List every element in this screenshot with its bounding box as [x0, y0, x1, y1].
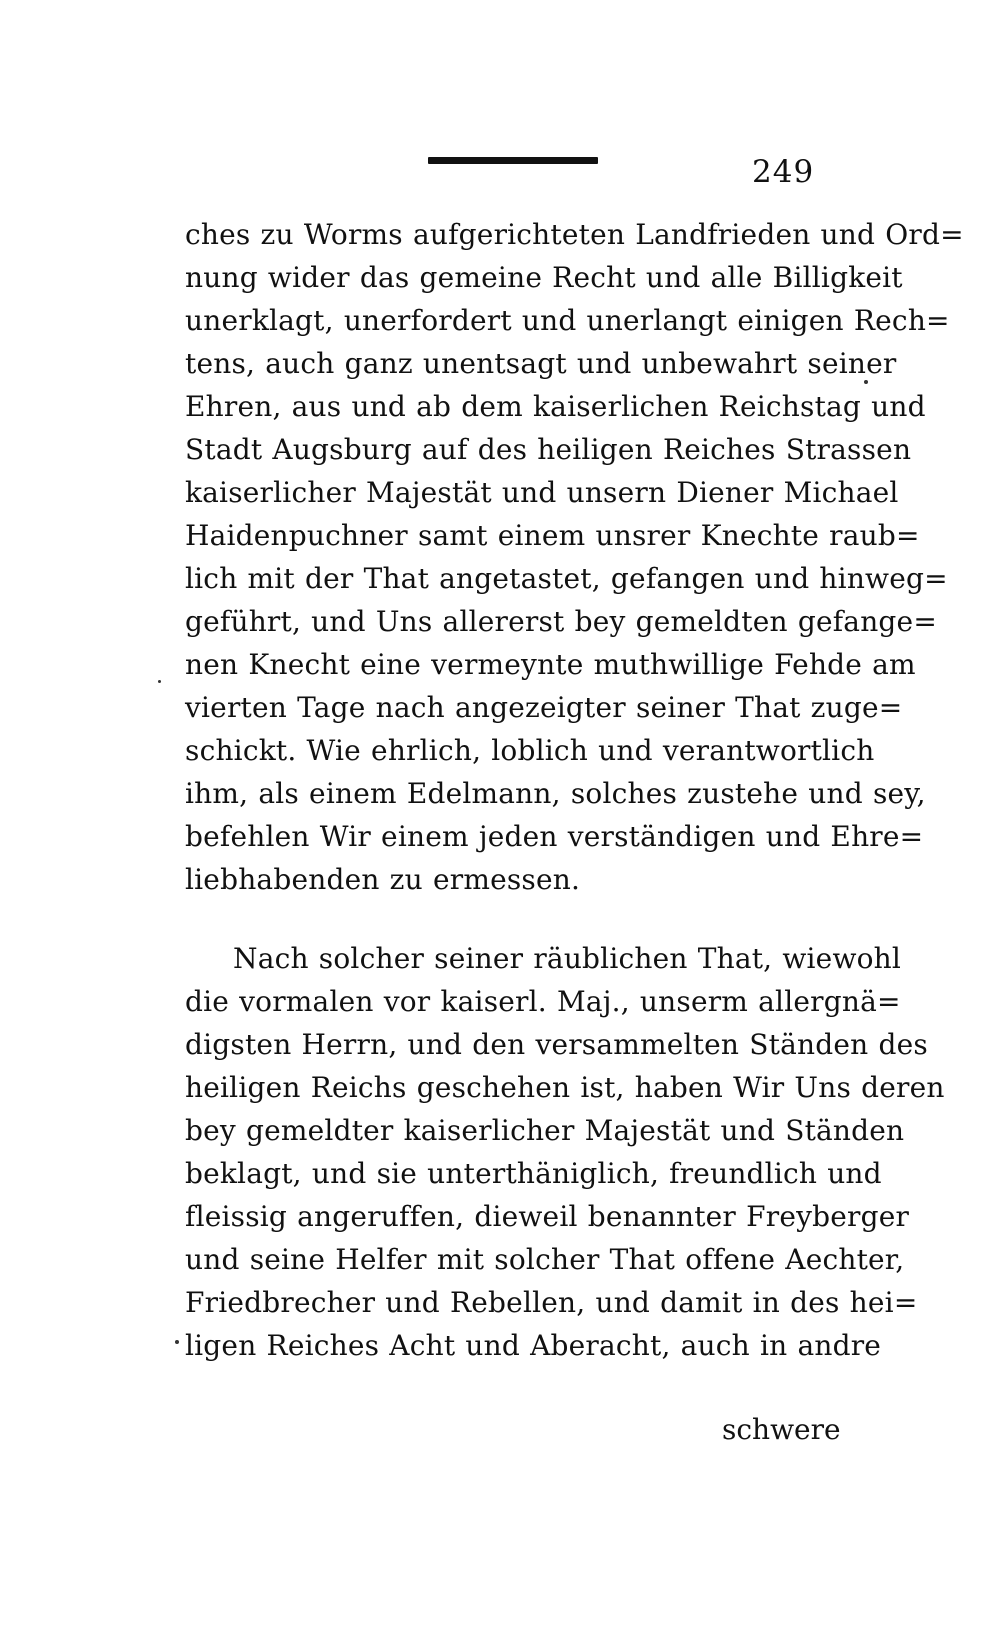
text-line: fleissig angeruffen, dieweil benannter Freyberger	[185, 1200, 910, 1233]
text-line: tens, auch ganz unentsagt und unbewahrt seiner	[185, 347, 897, 380]
text-line: nen Knecht eine vermeynte muthwillige Fehde am	[185, 648, 916, 681]
text-line: liebhabenden zu ermessen.	[185, 863, 581, 896]
text-line: Friedbrecher und Rebellen, und damit in des hei=	[185, 1286, 918, 1319]
text-line: Ehren, aus und ab dem kaiserlichen Reichstag und	[185, 390, 926, 423]
text-line: lich mit der That angetastet, gefangen und hinweg=	[185, 562, 948, 595]
text-line: ligen Reiches Acht und Aberacht, auch in andre	[185, 1329, 882, 1362]
text-line: heiligen Reichs geschehen ist, haben Wir Uns deren	[185, 1071, 945, 1104]
header-rule	[428, 157, 598, 164]
text-line: beklagt, und sie unterthäniglich, freundlich und	[185, 1157, 882, 1190]
text-line: digsten Herrn, und den versammelten Ständen des	[185, 1028, 928, 1061]
text-line: kaiserlicher Majestät und unsern Diener Michael	[185, 476, 899, 509]
text-line: geführt, und Uns allererst bey gemeldten gefange=	[185, 605, 937, 638]
text-line: bey gemeldter kaiserlicher Majestät und Ständen	[185, 1114, 905, 1147]
text-line: schickt. Wie ehrlich, loblich und verantwortlich	[185, 734, 875, 767]
text-line: nung wider das gemeine Recht und alle Billigkeit	[185, 261, 903, 294]
text-line: ihm, als einem Edelmann, solches zustehe und sey,	[185, 777, 926, 810]
print-speck	[158, 680, 161, 683]
print-speck	[175, 1340, 179, 1344]
text-line: Nach solcher seiner räublichen That, wiewohl	[233, 942, 902, 975]
text-line: und seine Helfer mit solcher That offene Aechter,	[185, 1243, 905, 1276]
page-number: 249	[752, 154, 815, 190]
text-line: die vormalen vor kaiserl. Maj., unserm allergnä=	[185, 985, 901, 1018]
text-line: ches zu Worms aufgerichteten Landfrieden und Ord=	[185, 218, 964, 251]
text-line: vierten Tage nach angezeigter seiner That zuge=	[185, 691, 903, 724]
text-line: befehlen Wir einem jeden verständigen und Ehre=	[185, 820, 924, 853]
catchword: schwere	[722, 1413, 841, 1446]
text-line: Haidenpuchner samt einem unsrer Knechte raub=	[185, 519, 920, 552]
text-line: unerklagt, unerfordert und unerlangt einigen Rech=	[185, 304, 950, 337]
print-speck	[864, 380, 868, 384]
text-line: Stadt Augsburg auf des heiligen Reiches Strassen	[185, 433, 912, 466]
